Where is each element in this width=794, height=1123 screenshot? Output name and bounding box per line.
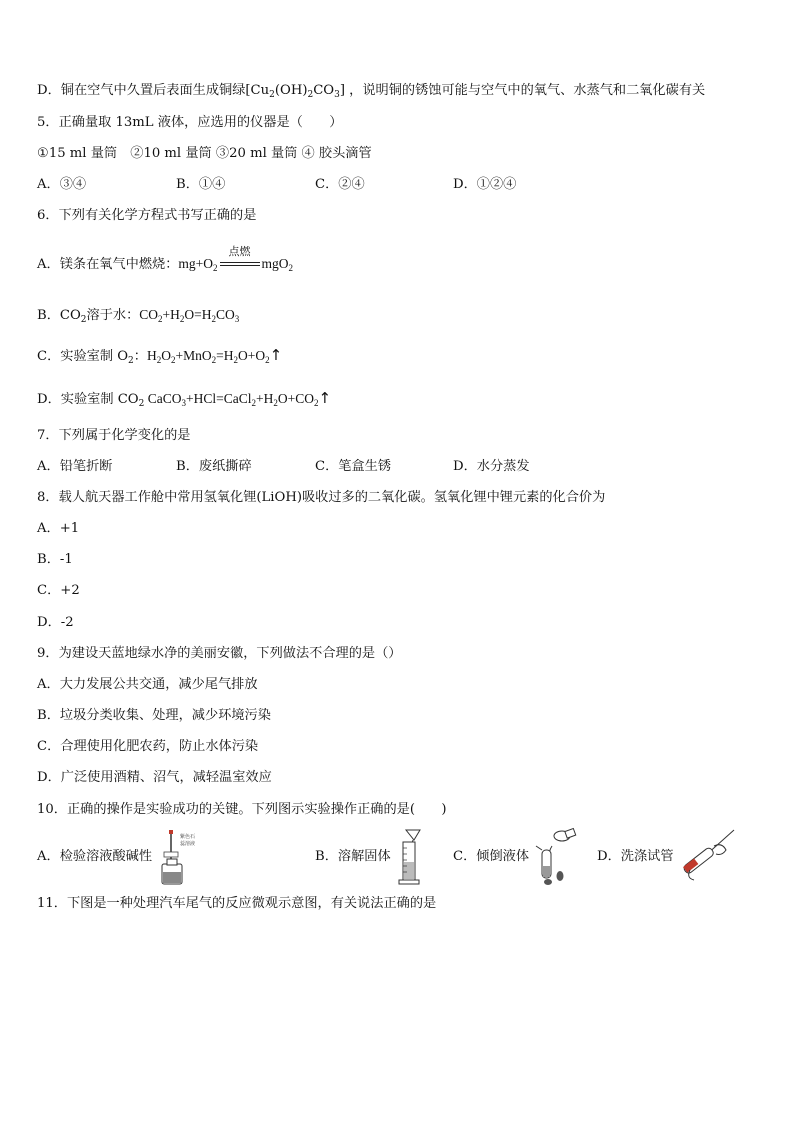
q6-c-label-2: ：	[133, 349, 147, 364]
q6-c-label: C．实验室制 O	[37, 349, 129, 364]
q5-option-d: D．①②④	[453, 177, 517, 192]
sub: 3	[334, 90, 340, 100]
q7-option-d: D．水分蒸发	[453, 459, 530, 474]
q9-option-d: D．广泛使用酒精、沼气，减轻温室效应	[37, 770, 272, 785]
q4-d-text-1: D．铜在空气中久置后表面生成铜绿[Cu	[37, 83, 270, 98]
q8-option-b: B．-1	[37, 552, 73, 567]
q6-a-lhs: $mg+O_2$	[178, 256, 218, 273]
q6-b-equation: $CO_2+H_2O=H_2CO_3$	[139, 307, 240, 324]
q11-stem: 11．下图是一种处理汽车尾气的反应微观示意图，有关说法正确的是	[37, 896, 437, 911]
q6-stem: 6．下列有关化学方程式书写正确的是	[37, 208, 257, 223]
condition-label: 点燃	[228, 245, 251, 258]
q4-option-d	[37, 82, 705, 100]
q5-option-a: A．③④	[37, 177, 87, 192]
ph-test-illustration	[160, 828, 208, 886]
q8-option-d: D．-2	[37, 615, 74, 630]
q4-d-text-4: ] ，说明铜的锈蚀可能与空气中的氧气、水蒸气和二氧化碳有关	[339, 83, 706, 98]
graduated-cylinder-illustration	[394, 828, 424, 886]
q6-d-label: D．实验室制 CO	[37, 392, 139, 407]
q4-d-text-3: CO	[313, 83, 335, 98]
pouring-liquid-illustration	[530, 826, 580, 886]
q5-option-c: C．②④	[315, 177, 365, 192]
q6-d-equation: $CaCO_3+HCl=CaCl_2+H_2O+CO_2$	[147, 391, 319, 408]
q4-d-text-2: (OH)	[274, 83, 308, 98]
q8-option-a: A．+1	[37, 521, 80, 536]
q10-stem: 10．正确的操作是实验成功的关键。下列图示实验操作正确的是( )	[37, 802, 447, 817]
q10-option-a: A．检验溶液酸碱性	[37, 849, 153, 864]
q6-a-rhs: mgO$_2$	[261, 256, 294, 273]
q6-c-equation: $H_2O_2+MnO_2=H_2O+O_2$	[146, 348, 270, 365]
q6-b-label: B．CO	[37, 308, 81, 323]
q8-option-c: C．+2	[37, 583, 80, 598]
q6-option-a	[37, 245, 294, 274]
q9-stem: 9．为建设天蓝地绿水净的美丽安徽，下列做法不合理的是（）	[37, 646, 402, 661]
q5-items: ①15 ml 量筒 ②10 ml 量筒 ③20 ml 量筒 ④ 胶头滴管	[37, 146, 372, 161]
q6-a-label: A．镁条在氧气中燃烧：	[37, 257, 179, 272]
paper-label-1: 紫色石	[180, 834, 196, 840]
q8-stem: 8．载人航天器工作舱中常用氢氧化锂(LiOH)吸收过多的二氧化碳。氢氧化锂中锂元素的化合价为	[37, 490, 606, 505]
q7-stem: 7．下列属于化学变化的是	[37, 428, 191, 443]
sub: 2	[269, 90, 275, 100]
paper-label-2: 蕊溶液	[180, 841, 196, 847]
q9-option-c: C．合理使用化肥农药，防止水体污染	[37, 739, 259, 754]
q5-option-b: B．①④	[176, 177, 226, 192]
q10-option-b: B．溶解固体	[315, 849, 391, 864]
q5-stem: 5．正确量取 13mL 液体，应选用的仪器是（ ）	[37, 115, 343, 130]
q7-option-b: B．废纸撕碎	[176, 459, 252, 474]
q7-option-c: C．笔盒生锈	[315, 459, 392, 474]
q6-b-label-2: 溶于水：	[86, 308, 140, 323]
gas-arrow-icon: ↑	[318, 389, 332, 407]
gas-arrow-icon: ↑	[269, 346, 283, 364]
q6-option-c: C．实验室制 $O_2$：$H_2O_2+MnO_2=H_2O+O_2↑$	[37, 346, 283, 366]
q9-option-b: B．垃圾分类收集、处理，减少环境污染	[37, 708, 271, 723]
sub: 2	[307, 90, 314, 100]
q10-option-d: D．洗涤试管	[597, 849, 674, 864]
q6-option-d: D．实验室制 $CO_2$ $CaCO_3+HCl=CaCl_2+H_2O+CO_2↑$	[37, 389, 332, 409]
q9-option-a: A．大力发展公共交通，减少尾气排放	[37, 677, 258, 692]
q6-option-b: B．$CO_2$溶于水：$CO_2+H_2O=H_2CO_3$	[37, 307, 240, 325]
test-tube-brush-illustration	[678, 826, 740, 884]
reaction-condition	[220, 245, 260, 273]
q10-option-c: C．倾倒液体	[453, 849, 530, 864]
q7-option-a: A．铅笔折断	[37, 459, 113, 474]
